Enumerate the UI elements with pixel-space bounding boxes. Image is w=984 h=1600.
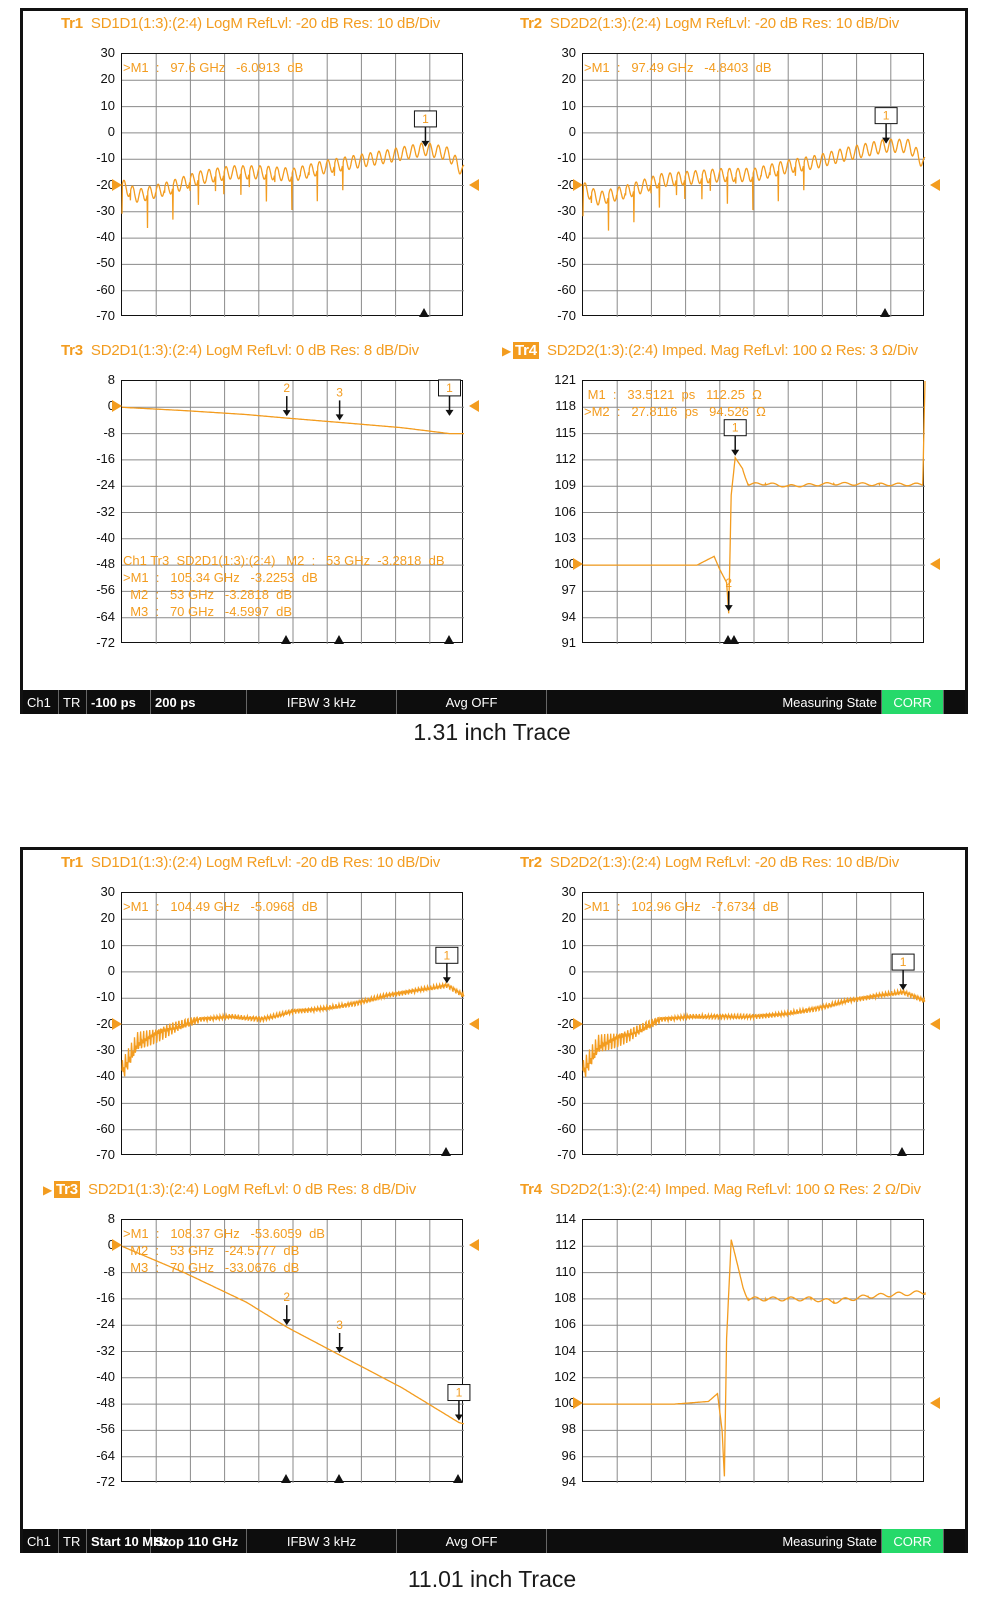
- y-tick-label: 121: [554, 372, 576, 387]
- y-tick-label: 97: [561, 582, 576, 598]
- trace-description: SD1D1(1:3):(2:4) LogM RefLvl: -20 dB Res: 10 dB/Div: [90, 854, 441, 871]
- measuring-state[interactable]: Measuring State: [547, 1529, 882, 1553]
- marker-label: 3: [336, 1318, 343, 1333]
- trace-panel-tr1[interactable]: [23, 850, 484, 1177]
- marker-readout: Ch1 Tr3 SD2D1(1:3):(2:4) M2 : 53 GHz -3.2818 dB: [123, 553, 445, 568]
- ref-level-left-icon: [112, 179, 122, 191]
- marker-1: [448, 1385, 470, 1421]
- trace-id[interactable]: Tr1: [61, 15, 83, 32]
- trace-description: SD2D2(1:3):(2:4) Imped. Mag RefLvl: 100 Ω Res: 3 Ω/Div: [546, 342, 918, 359]
- trace-chart: [583, 54, 925, 317]
- caption-1: 1.31 inch Trace: [413, 719, 571, 745]
- y-tick-label: -50: [96, 1094, 115, 1110]
- y-tick-label: -40: [557, 1068, 576, 1084]
- y-tick-label: -10: [96, 989, 115, 1005]
- y-tick-label: -70: [557, 1147, 576, 1162]
- y-tick-label: -30: [96, 202, 115, 218]
- marker-label: 1: [446, 380, 453, 395]
- marker-readout: M2 : 53 GHz -24.5777 dB: [123, 1243, 300, 1258]
- y-tick-label: -60: [96, 281, 115, 297]
- marker-1: [414, 111, 436, 147]
- y-tick-label: 8: [107, 1211, 115, 1226]
- y-tick-label: -30: [96, 1041, 115, 1057]
- analyzer-screen-1: [20, 8, 968, 714]
- x-axis-marker-strip: [121, 1483, 463, 1493]
- active-trace-arrow-icon: ▶: [502, 344, 512, 358]
- y-tick-label: -70: [96, 1147, 115, 1162]
- trace-description: SD2D1(1:3):(2:4) LogM RefLvl: 0 dB Res: 8 dB/Div: [90, 342, 419, 359]
- x-axis-marker-strip: [121, 317, 463, 327]
- marker-label: 2: [283, 1290, 291, 1305]
- ref-level-left-icon: [573, 1018, 583, 1030]
- ref-level-right-icon: [469, 1018, 479, 1030]
- y-tick-label: 30: [561, 884, 576, 899]
- marker-position-icon: [880, 308, 890, 317]
- y-tick-label: 106: [554, 503, 576, 519]
- y-tick-label: 0: [107, 962, 115, 978]
- trace-description: SD2D2(1:3):(2:4) LogM RefLvl: -20 dB Res: 10 dB/Div: [549, 854, 900, 871]
- measuring-state[interactable]: Measuring State: [547, 690, 882, 714]
- trace-description: SD2D2(1:3):(2:4) LogM RefLvl: -20 dB Res: 10 dB/Div: [549, 15, 900, 32]
- marker-arrowhead: [455, 1415, 463, 1421]
- trace-id[interactable]: Tr3: [56, 1181, 78, 1198]
- channel-indicator[interactable]: Ch1: [23, 1529, 59, 1553]
- trace-panel-tr2[interactable]: [484, 850, 945, 1177]
- x-axis-marker-strip: [582, 317, 924, 327]
- marker-readout: >M2 : 27.8116 ps 94.526 Ω: [584, 404, 766, 419]
- marker-label: 1: [731, 420, 739, 435]
- y-tick-label: 115: [555, 424, 576, 440]
- marker-readout: >M1 : 105.34 GHz -3.2253 dB: [123, 570, 318, 585]
- trace-chart: [583, 893, 925, 1156]
- x-axis-marker-strip: [582, 1156, 924, 1166]
- y-tick-label: -70: [96, 308, 115, 323]
- marker-arrowhead: [283, 410, 291, 416]
- trace-id[interactable]: Tr2: [520, 854, 542, 871]
- ref-level-right-icon: [930, 1397, 940, 1409]
- marker-arrowhead: [336, 414, 344, 420]
- marker-arrowhead: [443, 977, 451, 983]
- y-tick-label: -72: [96, 635, 115, 650]
- stop-value[interactable]: 200 ps: [151, 690, 247, 714]
- y-tick-label: 10: [561, 936, 576, 952]
- y-tick-label: 100: [554, 1395, 576, 1411]
- y-tick-label: -10: [557, 150, 576, 166]
- y-tick-label: -50: [557, 255, 576, 271]
- marker-arrowhead: [725, 605, 733, 611]
- plot-area[interactable]: [582, 1219, 924, 1482]
- marker-1: [875, 108, 897, 144]
- y-tick-label: 30: [100, 884, 115, 899]
- x-axis-marker-strip: [582, 644, 924, 654]
- y-tick-label: -20: [96, 1015, 115, 1031]
- ref-level-left-icon: [573, 179, 583, 191]
- channel-indicator[interactable]: Ch1: [23, 690, 59, 714]
- marker-label: 2: [283, 381, 291, 396]
- y-tick-label: -40: [96, 1368, 115, 1384]
- y-tick-label: 20: [561, 910, 576, 926]
- trace-title: [520, 15, 899, 32]
- marker-arrowhead: [731, 450, 739, 456]
- ref-level-right-icon: [930, 1018, 940, 1030]
- plot-area[interactable]: [582, 892, 924, 1155]
- marker-arrowhead: [446, 410, 454, 416]
- y-tick-label: -56: [96, 582, 115, 598]
- marker-position-icon: [334, 635, 344, 644]
- trace-id[interactable]: Tr4: [520, 1181, 542, 1198]
- y-tick-label: -64: [96, 1447, 115, 1463]
- y-tick-label: 8: [107, 372, 115, 387]
- marker-position-icon: [453, 1474, 463, 1483]
- y-tick-label: -32: [96, 503, 115, 519]
- trace-id[interactable]: Tr4: [515, 342, 537, 359]
- y-tick-label: 94: [561, 608, 576, 624]
- y-tick-label: 106: [554, 1316, 576, 1332]
- corr-badge[interactable]: CORR: [882, 690, 944, 714]
- marker-label: 1: [882, 108, 890, 123]
- ref-level-left-icon: [573, 1397, 583, 1409]
- y-tick-label: -40: [96, 529, 115, 545]
- y-tick-label: 114: [555, 1211, 576, 1226]
- marker-1: [436, 947, 458, 983]
- trace-description: SD2D2(1:3):(2:4) Imped. Mag RefLvl: 100 Ω Res: 2 Ω/Div: [549, 1181, 921, 1198]
- ref-level-left-icon: [112, 1239, 122, 1251]
- avg-value[interactable]: Avg OFF: [397, 1529, 547, 1553]
- y-tick-label: 94: [561, 1474, 576, 1489]
- ref-level-left-icon: [112, 1018, 122, 1030]
- y-tick-label: -24: [96, 1316, 115, 1332]
- x-axis-marker-strip: [582, 1483, 924, 1493]
- y-tick-label: -48: [96, 556, 115, 572]
- y-tick-label: 102: [554, 1368, 576, 1384]
- y-tick-label: 0: [107, 1237, 115, 1253]
- y-tick-label: 0: [107, 123, 115, 139]
- marker-3: [336, 385, 344, 420]
- y-tick-label: -10: [96, 150, 115, 166]
- y-tick-label: 0: [568, 123, 576, 139]
- y-tick-label: 10: [100, 97, 115, 113]
- marker-readout: >M1 : 97.6 GHz -6.0913 dB: [123, 60, 304, 75]
- y-tick-label: -40: [557, 229, 576, 245]
- ref-level-left-icon: [112, 400, 122, 412]
- active-trace-arrow-icon: ▶: [43, 1183, 53, 1197]
- y-tick-label: -60: [557, 281, 576, 297]
- marker-position-icon: [897, 1147, 907, 1156]
- y-tick-label: -32: [96, 1342, 115, 1358]
- marker-position-icon: [281, 1474, 291, 1483]
- marker-readout: >M1 : 108.37 GHz -53.6059 dB: [123, 1226, 325, 1241]
- marker-readout: M1 : 33.5121 ps 112.25 Ω: [584, 387, 762, 402]
- trace-id[interactable]: Tr2: [520, 15, 542, 32]
- y-tick-label: 10: [561, 97, 576, 113]
- y-tick-label: 20: [100, 71, 115, 87]
- y-tick-label: -56: [96, 1421, 115, 1437]
- trace-description: SD1D1(1:3):(2:4) LogM RefLvl: -20 dB Res: 10 dB/Div: [90, 15, 441, 32]
- marker-2: [283, 1290, 291, 1325]
- marker-2: [725, 576, 733, 611]
- y-tick-label: 91: [561, 635, 576, 650]
- trace-title: [61, 15, 440, 32]
- y-tick-label: 104: [554, 1342, 576, 1358]
- y-tick-label: 30: [561, 45, 576, 60]
- y-tick-label: -30: [557, 202, 576, 218]
- marker-readout: M3 : 70 GHz -33.0676 dB: [123, 1260, 300, 1275]
- ref-level-left-icon: [573, 558, 583, 570]
- marker-arrowhead: [283, 1319, 291, 1325]
- y-tick-label: 0: [107, 398, 115, 414]
- marker-readout: M2 : 53 GHz -3.2818 dB: [123, 587, 293, 602]
- marker-readout: >M1 : 102.96 GHz -7.6734 dB: [584, 899, 779, 914]
- trace-panel-tr3[interactable]: [23, 1177, 484, 1504]
- y-tick-label: 98: [561, 1421, 576, 1437]
- marker-2: [283, 381, 291, 416]
- start-value[interactable]: -100 ps: [87, 690, 151, 714]
- marker-readout: >M1 : 97.49 GHz -4.8403 dB: [584, 60, 772, 75]
- marker-position-icon: [441, 1147, 451, 1156]
- y-tick-label: 118: [555, 398, 576, 414]
- marker-1: [724, 420, 746, 456]
- y-tick-label: 112: [555, 1237, 576, 1253]
- trace-title: [520, 854, 899, 871]
- y-tick-label: -40: [96, 1068, 115, 1084]
- y-tick-label: -60: [96, 1120, 115, 1136]
- y-tick-label: 10: [100, 936, 115, 952]
- ref-level-right-icon: [930, 179, 940, 191]
- trace-description: SD2D1(1:3):(2:4) LogM RefLvl: 0 dB Res: 8 dB/Div: [87, 1181, 416, 1198]
- analyzer-screen-2: [20, 847, 968, 1553]
- y-tick-label: 20: [100, 910, 115, 926]
- y-tick-label: -20: [557, 176, 576, 192]
- trace-title: [520, 1181, 921, 1198]
- y-tick-label: -50: [557, 1094, 576, 1110]
- caption-2: 11.01 inch Trace: [407, 1566, 577, 1592]
- y-tick-label: -64: [96, 608, 115, 624]
- marker-label: 1: [443, 948, 451, 963]
- y-tick-label: 112: [555, 450, 576, 466]
- y-tick-label: -40: [96, 229, 115, 245]
- corr-badge[interactable]: CORR: [882, 1529, 944, 1553]
- y-tick-label: -16: [96, 1289, 115, 1305]
- trace-panel-tr4[interactable]: [484, 1177, 945, 1504]
- marker-readout: M3 : 70 GHz -4.5997 dB: [123, 604, 293, 619]
- stop-value[interactable]: Stop 110 GHz: [151, 1529, 247, 1553]
- status-bar: [23, 1529, 965, 1553]
- trace-indicator[interactable]: TR: [59, 690, 87, 714]
- y-tick-label: -48: [96, 1395, 115, 1411]
- y-tick-label: -72: [96, 1474, 115, 1489]
- y-tick-label: 109: [554, 477, 576, 493]
- x-axis-marker-strip: [121, 1156, 463, 1166]
- marker-1: [439, 380, 461, 416]
- trace-id[interactable]: Tr1: [61, 854, 83, 871]
- trace-title: [61, 854, 440, 871]
- trace-title: [61, 342, 419, 359]
- ref-level-right-icon: [930, 558, 940, 570]
- trace-panel-tr1[interactable]: [23, 11, 484, 338]
- trace-panel-tr2[interactable]: [484, 11, 945, 338]
- marker-label: 2: [725, 576, 733, 591]
- trace-chart: [583, 1220, 925, 1483]
- status-bar: [23, 690, 965, 714]
- marker-position-icon: [419, 308, 429, 317]
- marker-position-icon: [444, 635, 454, 644]
- marker-position-icon: [723, 635, 733, 644]
- y-tick-label: 110: [555, 1263, 576, 1279]
- y-tick-label: -50: [96, 255, 115, 271]
- y-tick-label: -24: [96, 477, 115, 493]
- trace-chart: [122, 893, 464, 1156]
- y-tick-label: -70: [557, 308, 576, 323]
- y-tick-label: -20: [96, 176, 115, 192]
- plot-area[interactable]: [121, 892, 463, 1155]
- plot-area[interactable]: [582, 53, 924, 316]
- ifbw-value[interactable]: IFBW 3 kHz: [247, 1529, 397, 1553]
- y-tick-label: -8: [103, 424, 115, 440]
- y-tick-label: -10: [557, 989, 576, 1005]
- trace-panel-tr4[interactable]: [484, 338, 945, 665]
- marker-position-icon: [334, 1474, 344, 1483]
- trace-indicator[interactable]: TR: [59, 1529, 87, 1553]
- avg-value[interactable]: Avg OFF: [397, 690, 547, 714]
- trace-chart: [583, 381, 925, 644]
- y-tick-label: 100: [554, 556, 576, 572]
- y-tick-label: 96: [561, 1447, 576, 1463]
- ref-level-right-icon: [469, 400, 479, 412]
- start-value[interactable]: Start 10 MHz: [87, 1529, 151, 1553]
- marker-readout: >M1 : 104.49 GHz -5.0968 dB: [123, 899, 318, 914]
- y-tick-label: -30: [557, 1041, 576, 1057]
- plot-area[interactable]: [121, 53, 463, 316]
- y-tick-label: -60: [557, 1120, 576, 1136]
- marker-label: 1: [455, 1385, 463, 1400]
- y-tick-label: 20: [561, 71, 576, 87]
- y-tick-label: -16: [96, 450, 115, 466]
- marker-3: [336, 1318, 344, 1353]
- trace-id[interactable]: Tr3: [61, 342, 83, 359]
- y-tick-label: 30: [100, 45, 115, 60]
- marker-label: 3: [336, 385, 343, 400]
- marker-position-icon: [281, 635, 291, 644]
- marker-arrowhead: [336, 1347, 344, 1353]
- marker-label: 1: [899, 955, 907, 970]
- y-tick-label: 108: [554, 1289, 576, 1305]
- ifbw-value[interactable]: IFBW 3 kHz: [247, 690, 397, 714]
- y-tick-label: -8: [103, 1263, 115, 1279]
- y-tick-label: -20: [557, 1015, 576, 1031]
- trace-panel-tr3[interactable]: [23, 338, 484, 665]
- ref-level-right-icon: [469, 1239, 479, 1251]
- marker-label: 1: [422, 111, 429, 126]
- y-tick-label: 0: [568, 962, 576, 978]
- trace-chart: [122, 54, 464, 317]
- y-tick-label: 103: [554, 529, 576, 545]
- trace-title: [43, 1181, 416, 1198]
- x-axis-marker-strip: [121, 644, 463, 654]
- ref-level-right-icon: [469, 179, 479, 191]
- trace-title: [502, 342, 918, 359]
